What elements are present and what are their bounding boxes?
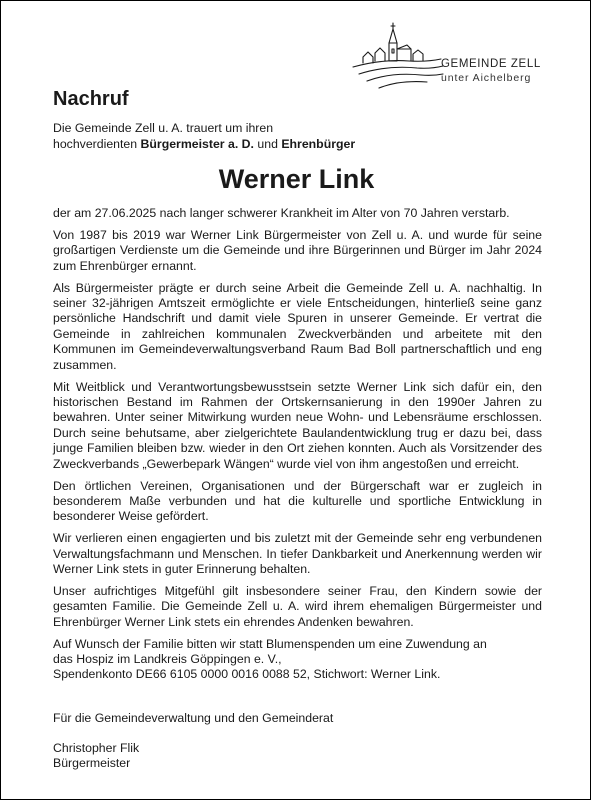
municipality-logo [351,19,561,94]
paragraph-donation [53,637,542,683]
municipality-name: GEMEINDE ZELL [441,58,541,70]
signoff-line: Für die Gemeindeverwaltung und den Gemeinderat [53,711,334,725]
signatory-name: Christopher Flik [53,741,140,755]
intro-title-2: Ehrenbürger [281,136,356,151]
intro-line-2 [53,137,355,153]
intro-line-2-mid: und [253,136,282,151]
village-church-hills-icon [351,19,446,91]
signature-block [53,741,139,772]
notice-heading: Nachruf [53,88,129,110]
obituary-body [53,206,542,689]
donation-line-3: Spendenkonto DE66 6105 0000 0016 0088 52, Stichwort: Werner Link. [53,667,441,682]
paragraph-associations: Den örtlichen Vereinen, Organisationen und der Bürgerschaft war er zugleich in besonderem Maße verbunden und hat die kulturelle und sportliche Entwicklung in besonderer Weise gefördert. [53,478,542,524]
paragraph-gratitude: Wir verlieren einen engagierten und bis zuletzt mit der Gemeinde sehr eng verbundenen Verwaltungsfachmann und Menschen. In tiefer Dankbarkeit und Anerkennung werden wir Werner Link stets in guter Erinnerung behalten. [53,531,542,577]
donation-line-2: das Hospiz im Landkreis Göppingen e. V., [53,652,282,667]
intro-text [53,121,355,152]
paragraph-death-date: der am 27.06.2025 nach langer schwerer Krankheit im Alter von 70 Jahren verstarb. [53,206,510,220]
paragraph-mayor-work: Als Bürgermeister prägte er durch seine Arbeit die Gemeinde Zell u. A. nachhaltig. In seiner 32-jährigen Amtszeit ermöglichte er viele Entscheidungen, hinterließ seine ganz persönliche Handschrift und damit viele Spuren in unserer Gemeinde. Er vertrat die Gemeinde in zahlreichen kommunalen Zweckverbänden und arbeitete mit den Kommunen im Gemeindeverwaltungsverband Raum Bad Boll partnerschaftlich und eng zusammen. [53,280,542,372]
donation-line-1: Auf Wunsch der Familie bitten wir statt Blumenspenden um eine Zuwendung an [53,636,487,651]
intro-title-1: Bürgermeister a. D. [140,136,254,151]
signatory-title: Bürgermeister [53,756,131,771]
intro-line-1: Die Gemeinde Zell u. A. trauert um ihren [53,121,274,135]
intro-line-2-prefix: hochverdienten [53,136,141,151]
paragraph-development: Mit Weitblick und Verantwortungsbewusstsein setzte Werner Link sich dafür ein, den historischen Bestand im Rahmen der Ortskernsanierung in den 1990er Jahren zu bewahren. Unter seiner Mitwirkung wurden neue Wohn- und Lebensräume erschlossen. Durch seine behutsame, aber zielgerichtete Baulandentwicklung trug er dazu bei, dass junge Familien bleiben bzw. wieder in den Ort ziehen konnten. Auch als Vorsitzender des Zweckverbands „Gewerbepark Wängen“ wurde viel von ihm angestoßen und erreicht. [53,379,542,471]
deceased-name: Werner Link [218,164,375,194]
paragraph-condolences: Unser aufrichtiges Mitgefühl gilt insbesondere seiner Frau, den Kindern sowie der gesamten Familie. Die Gemeinde Zell u. A. wird ihrem ehemaligen Bürgermeister und Ehrenbürger Werner Link stets ein ehrendes Andenken bewahren. [53,583,542,629]
municipality-subtitle: unter Aichelberg [441,72,532,84]
paragraph-term: Von 1987 bis 2019 war Werner Link Bürgermeister von Zell u. A. und wurde für seine großartigen Verdienste um die Gemeinde und ihre Bürgerinnen und Bürger im Jahr 2024 zum Ehrenbürger ernannt. [53,227,542,273]
